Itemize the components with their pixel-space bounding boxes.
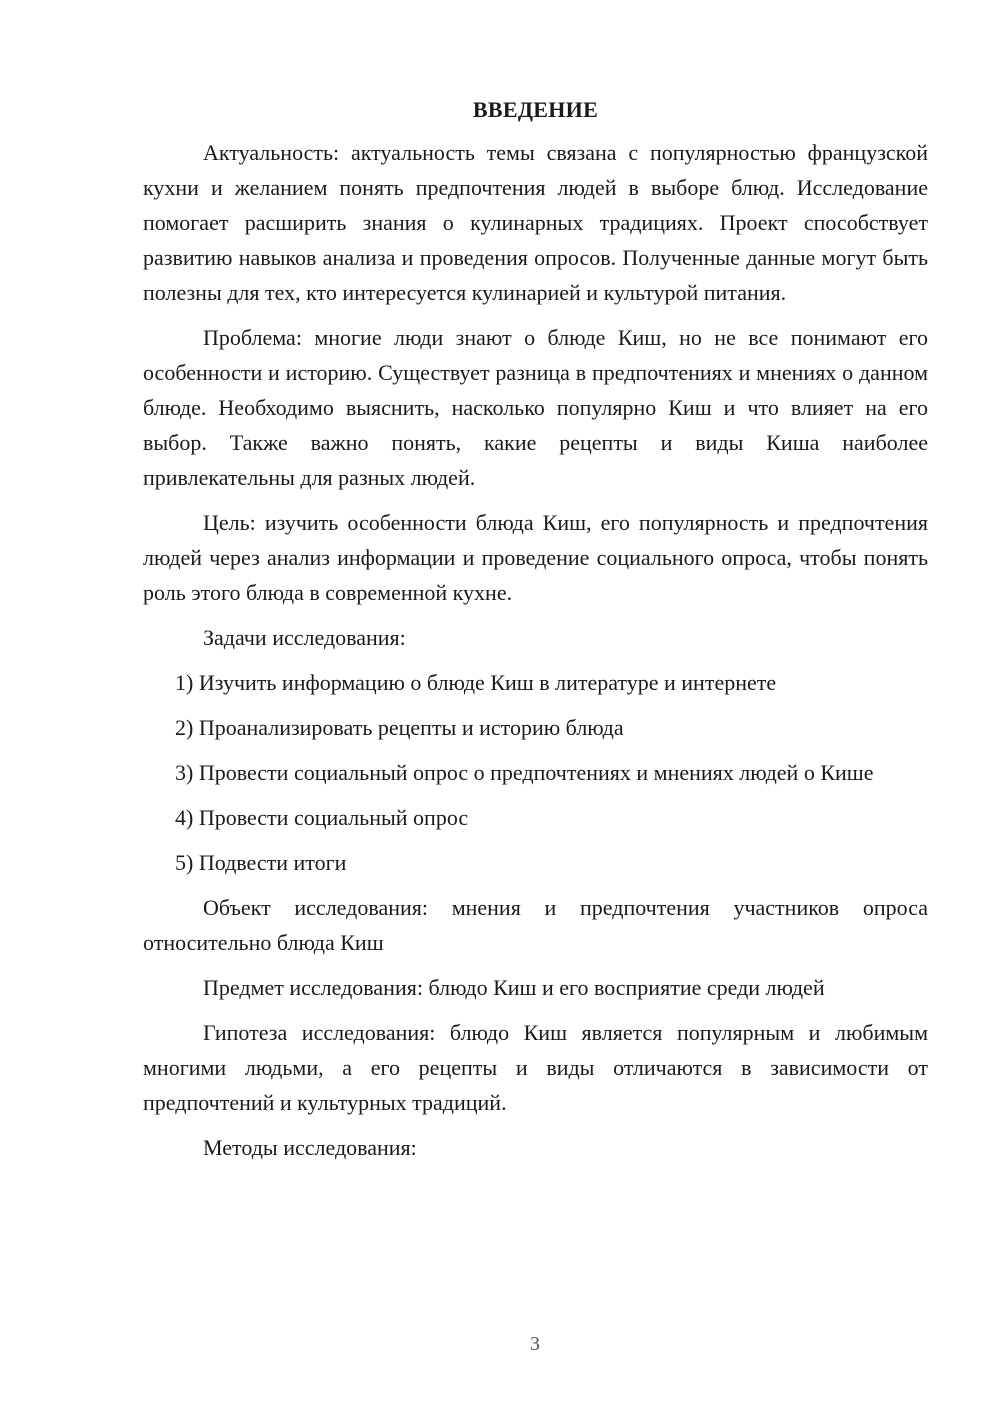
methods-paragraph: Методы исследования:: [203, 1135, 417, 1160]
page-number: 3: [530, 1333, 540, 1355]
section-heading: ВВЕДЕНИЕ: [472, 97, 599, 122]
task-item: 1) Изучить информацию о блюде Киш в литературе и интернете: [175, 670, 777, 695]
problem-paragraph: Проблема: многие люди знают о блюде Киш, но не все понимают его особенности и историю. Существует разница в предпочтениях и мнениях о данном блюде. Необходимо выяснить, насколько популярно Киш и что влияет на его выбор. Также важно понять, какие рецепты и виды Киша наиболее привлекательны для разных людей.: [143, 325, 928, 490]
task-item: 2) Проанализировать рецепты и историю блюда: [175, 715, 624, 740]
object-paragraph: Объект исследования: мнения и предпочтения участников опроса относительно блюда Киш: [143, 895, 928, 955]
tasks-title: Задачи исследования:: [203, 625, 406, 650]
goal-paragraph: Цель: изучить особенности блюда Киш, его популярность и предпочтения людей через анализ информации и проведение социального опроса, чтобы понять роль этого блюда в современной кухне.: [143, 510, 928, 605]
relevance-paragraph: Актуальность: актуальность темы связана с популярностью французской кухни и желанием понять предпочтения людей в выборе блюд. Исследование помогает расширить знания о кулинарных традициях. Проект способствует развитию навыков анализа и проведения опросов. Полученные данные могут быть полезны для тех, кто интересуется кулинарией и культурой питания.: [143, 140, 928, 305]
task-item: 5) Подвести итоги: [175, 850, 347, 875]
hypothesis-paragraph: Гипотеза исследования: блюдо Киш является популярным и любимым многими людьми, а его рецепты и виды отличаются в зависимости от предпочтений и культурных традиций.: [143, 1020, 928, 1115]
task-item: 4) Провести социальный опрос: [175, 805, 469, 830]
task-item: 3) Провести социальный опрос о предпочтениях и мнениях людей о Кише: [175, 760, 874, 785]
subject-paragraph: Предмет исследования: блюдо Киш и его восприятие среди людей: [203, 975, 825, 1000]
document-page: [143, 95, 928, 1175]
